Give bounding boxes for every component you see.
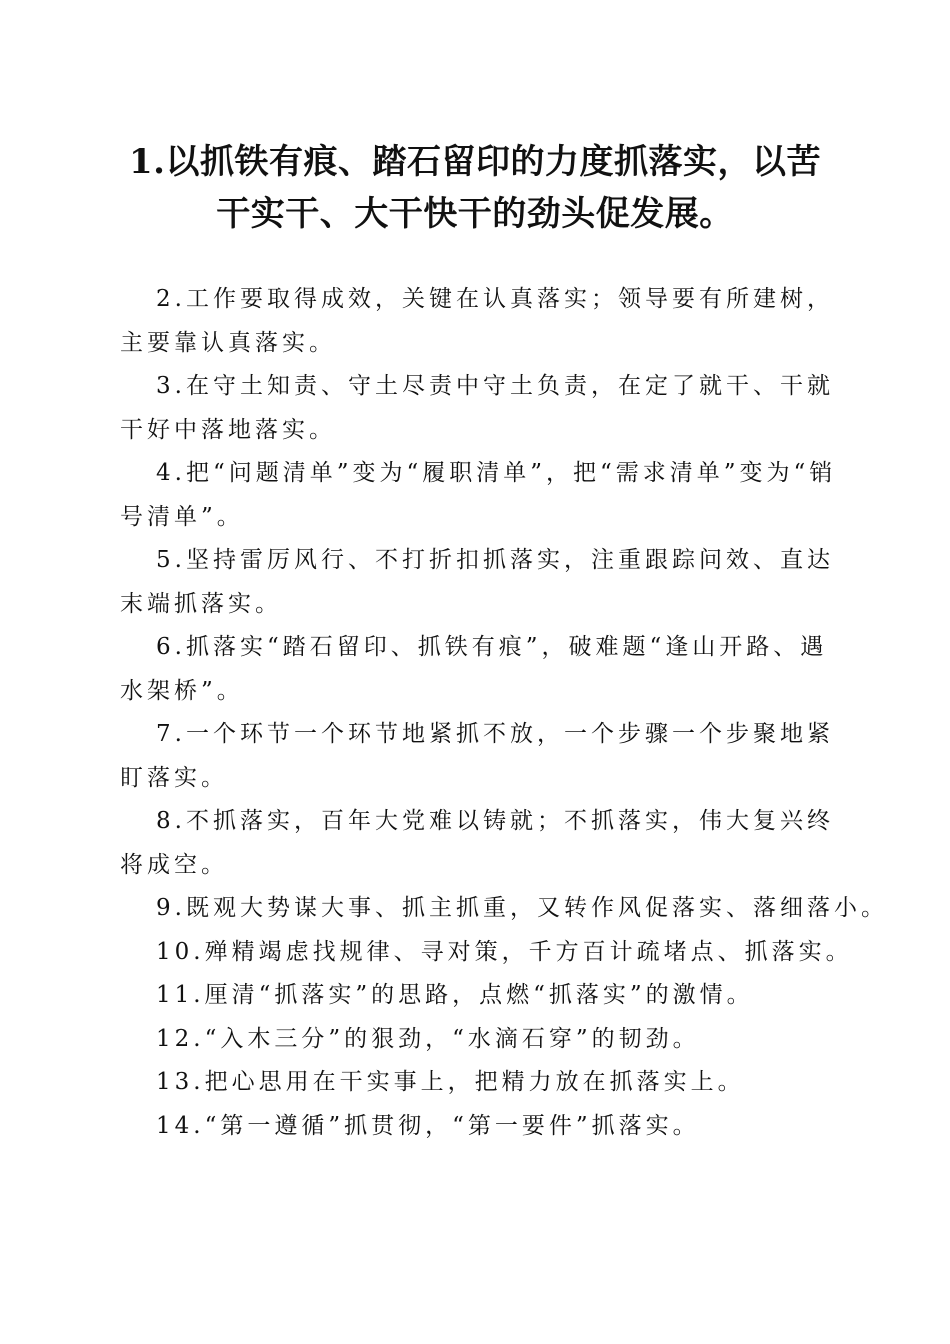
- paragraph-9: 9.既观大势谋大事、抓主抓重，又转作风促落实、落细落小。: [156, 895, 888, 921]
- paragraph-2: 2.工作要取得成效，关键在认真落实；领导要有所建树，主要靠认真落实。: [120, 286, 834, 356]
- paragraph-6: 6.抓落实“踏石留印、抓铁有痕”，破难题“逢山开路、遇水架桥”。: [120, 634, 828, 704]
- paragraph-4: 4.把“问题清单”变为“履职清单”，把“需求清单”变为“销号清单”。: [120, 460, 837, 530]
- title-line-1: 1.以抓铁有痕、踏石留印的力度抓落实，以苦: [129, 142, 821, 182]
- paragraph-8: 8.不抓落实，百年大党难以铸就；不抓落实，伟大复兴终将成空。: [120, 808, 834, 878]
- paragraph-5: 5.坚持雷厉风行、不打折扣抓落实，注重跟踪问效、直达末端抓落实。: [120, 547, 834, 617]
- paragraph-3: 3.在守土知责、守土尽责中守土负责，在定了就干、干就干好中落地落实。: [120, 373, 834, 443]
- paragraph-11: 11.厘清“抓落实”的思路，点燃“抓落实”的激情。: [156, 982, 754, 1008]
- paragraph-12: 12.“入木三分”的狠劲，“水滴石穿”的韧劲。: [156, 1025, 700, 1052]
- paragraph-14: 14.“第一遵循”抓贯彻，“第一要件”抓落实。: [156, 1112, 700, 1139]
- title-line-2: 干实干、大干快干的劲头促发展。: [216, 194, 734, 234]
- paragraph-13: 13.把心思用在干实事上，把精力放在抓落实上。: [156, 1069, 745, 1095]
- paragraph-10: 10.殚精竭虑找规律、寻对策，千方百计疏堵点、抓落实。: [156, 938, 853, 965]
- document-body: [120, 278, 888, 1148]
- paragraph-7: 7.一个环节一个环节地紧抓不放，一个步骤一个步聚地紧盯落实。: [120, 721, 834, 791]
- document-title: [100, 136, 850, 240]
